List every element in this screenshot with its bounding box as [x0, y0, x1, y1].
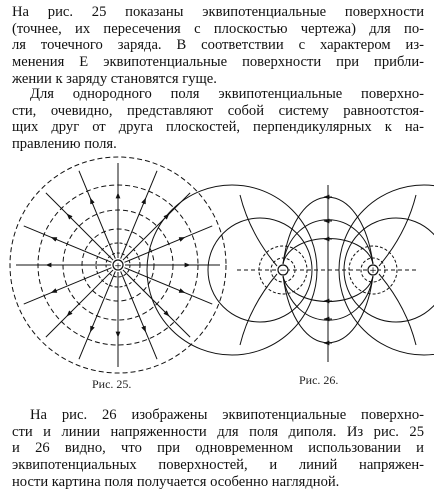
field-line	[24, 226, 112, 262]
field-line	[79, 271, 115, 359]
charge-sign: +	[369, 266, 377, 276]
text-line: и 26 видно, что при одновременном использовании и	[12, 440, 424, 457]
field-line	[121, 171, 157, 259]
field-line-arrow	[67, 312, 71, 316]
text-line: сти и линии напряженности для поля диполя. Из рис. 25	[12, 423, 424, 440]
field-line	[46, 270, 113, 337]
field-line	[123, 270, 190, 337]
field-line-arrow	[51, 237, 57, 239]
field-line	[379, 195, 416, 266]
text-line: эквипотенциальных поверхностей, и линий напряжен-	[12, 457, 424, 474]
field-line-arrow	[90, 198, 92, 204]
equipotential-surfaces	[147, 185, 434, 362]
field-line	[121, 271, 157, 359]
figure-26-caption: Рис. 26.	[299, 373, 339, 387]
charge-sign: −	[279, 266, 287, 276]
field-line	[240, 195, 277, 266]
field-line-arrow	[67, 214, 71, 218]
field-line	[124, 268, 212, 304]
text-line: менения E эквипотенциальные поверхности при прибли-	[12, 54, 424, 71]
text-line: ля точечного заряда. В соответствии с характером из-	[12, 37, 424, 54]
field-line-arrow	[179, 237, 185, 239]
text-line: ности картина поля получается особенно наглядной.	[12, 473, 340, 490]
field-line-arrow	[165, 312, 169, 316]
figure-25-caption: Рис. 25.	[92, 377, 132, 391]
text-line: На рис. 25 показаны эквипотенциальные поверхности	[12, 4, 424, 20]
field-line-arrow	[143, 326, 145, 332]
figure-25-point-charge	[10, 157, 226, 373]
field-line	[124, 226, 212, 262]
field-line	[46, 193, 113, 260]
field-line	[24, 268, 112, 304]
figure-26-dipole	[147, 185, 434, 362]
field-line	[379, 274, 416, 345]
text-line: сти, очевидно, представляют собой систему равноотстоя-	[12, 102, 424, 119]
text-line: (точнее, их пересечения с плоскостью чертежа) для по-	[12, 20, 424, 37]
text-line: щих друг от друга плоскостей, перпендикулярных к на-	[12, 119, 424, 136]
field-line	[240, 274, 277, 345]
field-line-arrow	[143, 198, 145, 204]
text-line: жении к заряду становятся гуще.	[12, 70, 217, 87]
charge-sign: +	[114, 261, 122, 272]
paragraph-dipole	[12, 407, 424, 491]
field-line	[79, 171, 115, 259]
text-line: На рис. 26 изображены эквипотенциальные поверхно-	[30, 407, 424, 423]
field-line-arrow	[179, 290, 185, 292]
field-line-arrow	[51, 290, 57, 292]
field-line-arrow	[90, 326, 92, 332]
text-line: Для однородного поля эквипотенциальные поверхно-	[30, 86, 424, 102]
text-line: правлению поля.	[12, 136, 117, 153]
